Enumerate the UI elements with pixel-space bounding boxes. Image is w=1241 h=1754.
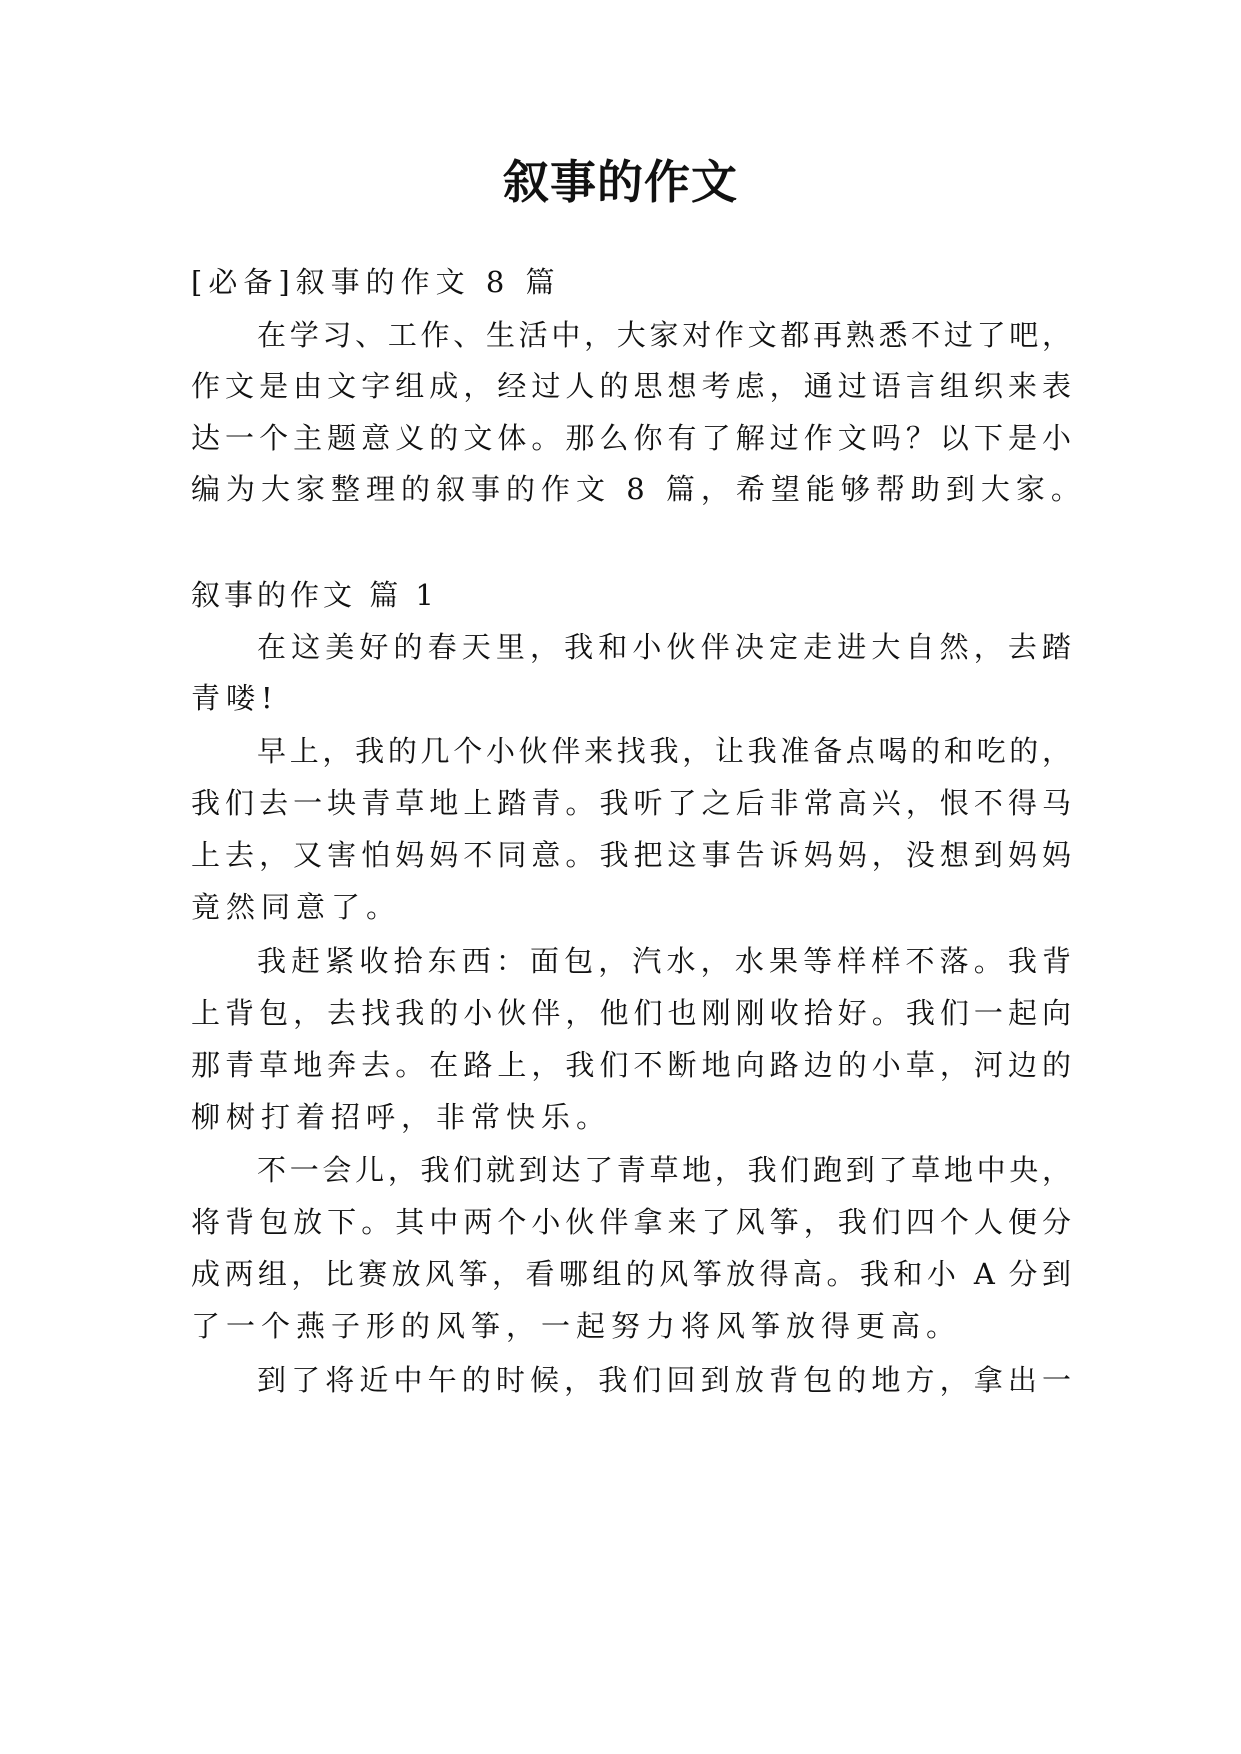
body-line: 早上，我的几个小伙伴来找我，让我准备点喝的和吃的，	[257, 734, 1071, 768]
intro-line: 作文是由文字组成，经过人的思想考虑，通过语言组织来表	[191, 369, 1071, 403]
body-line: 将背包放下。其中两个小伙伴拿来了风筝，我们四个人便分	[191, 1205, 1071, 1239]
body-line: 竟然同意了。	[191, 890, 402, 924]
body-line: 不一会儿，我们就到达了青草地，我们跑到了草地中央，	[257, 1153, 1071, 1187]
body-line: 上背包，去找我的小伙伴，他们也刚刚收拾好。我们一起向	[191, 996, 1071, 1030]
intro-line: 编为大家整理的叙事的作文 8 篇，希望能够帮助到大家。	[191, 472, 1086, 506]
document-title: 叙事的作文	[503, 155, 738, 209]
body-line: 成两组，比赛放风筝，看哪组的风筝放得高。我和小 A 分到	[191, 1257, 1071, 1291]
body-line: 了一个燕子形的风筝，一起努力将风筝放得更高。	[191, 1309, 962, 1343]
section-heading: 叙事的作文 篇 1	[191, 578, 438, 612]
body-line: 那青草地奔去。在路上，我们不断地向路边的小草，河边的	[191, 1048, 1071, 1082]
body-line: 我们去一块青草地上踏青。我听了之后非常高兴，恨不得马	[191, 786, 1071, 820]
body-line: 在这美好的春天里，我和小伙伴决定走进大自然，去踏	[257, 630, 1071, 664]
document-subtitle: [必备]叙事的作文 8 篇	[191, 265, 561, 299]
intro-line: 达一个主题意义的文体。那么你有了解过作文吗？以下是小	[191, 421, 1071, 455]
body-line: 我赶紧收拾东西：面包，汽水，水果等样样不落。我背	[257, 944, 1071, 978]
intro-line: 在学习、工作、生活中，大家对作文都再熟悉不过了吧，	[257, 318, 1071, 352]
body-line: 柳树打着招呼，非常快乐。	[191, 1100, 612, 1134]
body-line: 到了将近中午的时候，我们回到放背包的地方，拿出一	[257, 1363, 1071, 1397]
body-line: 上去，又害怕妈妈不同意。我把这事告诉妈妈，没想到妈妈	[191, 838, 1071, 872]
body-line: 青喽!	[191, 681, 279, 715]
